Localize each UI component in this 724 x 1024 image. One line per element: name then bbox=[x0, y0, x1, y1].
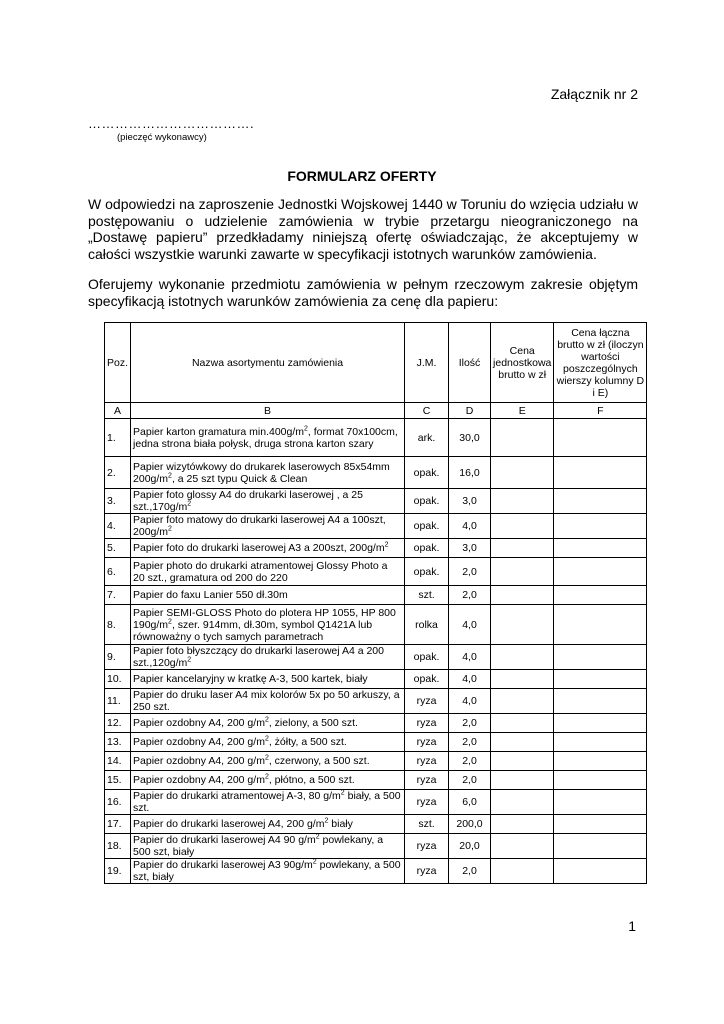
row-unit: opak. bbox=[405, 539, 449, 558]
stamp-caption: (pieczęć wykonawcy) bbox=[117, 132, 207, 143]
stamp-dotted-line: ………………………………. bbox=[88, 116, 255, 131]
table-row bbox=[105, 834, 647, 859]
table-row bbox=[105, 714, 647, 733]
row-unit: opak. bbox=[405, 514, 449, 539]
row-name-superscript: 2 bbox=[168, 472, 172, 479]
row-position: 14. bbox=[105, 752, 131, 771]
table-row bbox=[105, 419, 647, 457]
row-name-text: Papier foto błyszczący do drukarki laserowej A4 a 200 szt.,120g/m bbox=[133, 645, 384, 669]
row-name-rest: , czerwony, a 500 szt. bbox=[268, 755, 370, 767]
header-unit-price: Cena jednostkowa brutto w zł bbox=[491, 323, 554, 403]
row-name bbox=[131, 645, 405, 670]
header-total-price: Cena łączna brutto w zł (iloczyn wartości poszczególnych wierszy kolumny D i E) bbox=[554, 323, 647, 403]
row-name-text: Papier do druku laser A4 mix kolorów 5x po 50 arkuszy, a 250 szt. bbox=[133, 689, 400, 713]
row-position: 8. bbox=[105, 605, 131, 645]
letter-c: C bbox=[405, 403, 449, 419]
row-quantity: 2,0 bbox=[449, 771, 491, 790]
row-total-price bbox=[554, 771, 647, 790]
row-name-text: Papier do drukarki laserowej A4, 200 g/m bbox=[133, 818, 325, 830]
offer-paragraph: Oferujemy wykonanie przedmiotu zamówienia w pełnym rzeczowym zakresie objętym specyfikacją istotnych warunków zamówienia za cenę dla papieru: bbox=[88, 276, 638, 309]
row-position: 17. bbox=[105, 815, 131, 834]
row-name-text: Papier ozdobny A4, 200 g/m bbox=[133, 774, 265, 786]
row-total-price bbox=[554, 714, 647, 733]
row-name bbox=[131, 586, 405, 605]
row-unit: rolka bbox=[405, 605, 449, 645]
row-position: 6. bbox=[105, 558, 131, 586]
row-position: 15. bbox=[105, 771, 131, 790]
row-total-price bbox=[554, 586, 647, 605]
row-total-price bbox=[554, 645, 647, 670]
row-quantity: 2,0 bbox=[449, 714, 491, 733]
row-unit-price bbox=[491, 586, 554, 605]
table-row bbox=[105, 514, 647, 539]
row-total-price bbox=[554, 790, 647, 815]
row-name-rest: , zielony, a 500 szt. bbox=[268, 717, 358, 729]
letter-e: E bbox=[491, 403, 554, 419]
table-row bbox=[105, 605, 647, 645]
row-position: 7. bbox=[105, 586, 131, 605]
row-name-superscript: 2 bbox=[168, 525, 172, 533]
row-name-text: Papier do drukarki laserowej A4 90 g/m bbox=[133, 834, 316, 846]
row-name-text: Papier ozdobny A4, 200 g/m bbox=[133, 755, 265, 767]
row-name bbox=[131, 689, 405, 714]
row-name-superscript: 2 bbox=[384, 541, 389, 549]
row-name-text: Papier foto matowy do drukarki laserowej A4 a 100szt, 200g/m bbox=[133, 514, 386, 538]
page-number: 1 bbox=[628, 918, 636, 934]
table-row bbox=[105, 457, 647, 489]
row-unit-price bbox=[491, 790, 554, 815]
row-unit-price bbox=[491, 859, 554, 884]
row-name-rest: biały, a 500 szt. bbox=[133, 790, 401, 814]
row-name-superscript: 2 bbox=[340, 789, 345, 797]
row-quantity: 2,0 bbox=[449, 733, 491, 752]
row-position: 11. bbox=[105, 689, 131, 714]
row-position: 12. bbox=[105, 714, 131, 733]
row-unit: opak. bbox=[405, 558, 449, 586]
row-quantity: 20,0 bbox=[449, 834, 491, 859]
row-name bbox=[131, 558, 405, 586]
offer-table bbox=[104, 322, 647, 884]
row-unit-price bbox=[491, 489, 554, 514]
table-row bbox=[105, 771, 647, 790]
header-pos: Poz. bbox=[105, 323, 131, 403]
row-unit-price bbox=[491, 752, 554, 771]
row-name-superscript: 2 bbox=[304, 425, 308, 432]
row-unit-price bbox=[491, 645, 554, 670]
row-unit: szt. bbox=[405, 586, 449, 605]
row-quantity: 4,0 bbox=[449, 645, 491, 670]
row-unit-price bbox=[491, 834, 554, 859]
row-name-rest: , a 25 szt typu Quick & Clean bbox=[171, 472, 308, 485]
table-row bbox=[105, 539, 647, 558]
letter-f: F bbox=[554, 403, 647, 419]
row-total-price bbox=[554, 605, 647, 645]
row-name-superscript: 2 bbox=[187, 500, 192, 508]
row-name bbox=[131, 539, 405, 558]
row-total-price bbox=[554, 815, 647, 834]
intro-paragraph: W odpowiedzi na zaproszenie Jednostki Wojskowej 1440 w Toruniu do wzięcia udziału w postępowaniu o udzielenie zamówienia w trybie przetargu nieograniczonego na „Dostawę papieru” przedkładamy niniejszą ofertę oświadczając, że akceptujemy w całości wszystkie warunki zawarte w specyfikacji istotnych warunków zamówienia. bbox=[88, 196, 638, 262]
row-position: 10. bbox=[105, 670, 131, 689]
row-name-text: Papier kancelaryjny w kratkę A-3, 500 kartek, biały bbox=[133, 673, 368, 685]
row-position: 19. bbox=[105, 859, 131, 884]
row-total-price bbox=[554, 558, 647, 586]
table-row bbox=[105, 670, 647, 689]
row-unit-price bbox=[491, 539, 554, 558]
row-total-price bbox=[554, 752, 647, 771]
row-unit: ryza bbox=[405, 752, 449, 771]
table-row bbox=[105, 558, 647, 586]
header-qty: Ilość bbox=[449, 323, 491, 403]
row-unit-price bbox=[491, 605, 554, 645]
row-unit-price bbox=[491, 714, 554, 733]
row-quantity: 16,0 bbox=[449, 457, 491, 489]
row-unit-price bbox=[491, 733, 554, 752]
row-name-superscript: 2 bbox=[324, 817, 329, 825]
row-quantity: 2,0 bbox=[449, 859, 491, 884]
row-name-rest: biały bbox=[328, 818, 353, 830]
row-name bbox=[131, 419, 405, 457]
row-name bbox=[131, 457, 405, 489]
row-position: 3. bbox=[105, 489, 131, 514]
row-name-rest: powlekany, a 500 szt, biały bbox=[133, 859, 401, 883]
letter-b: B bbox=[131, 403, 405, 419]
row-name-superscript: 2 bbox=[168, 618, 172, 625]
row-name-superscript: 2 bbox=[312, 858, 317, 866]
row-position: 2. bbox=[105, 457, 131, 489]
row-unit-price bbox=[491, 514, 554, 539]
row-unit-price bbox=[491, 689, 554, 714]
table-row bbox=[105, 645, 647, 670]
row-name bbox=[131, 605, 405, 645]
row-total-price bbox=[554, 859, 647, 884]
table-row bbox=[105, 689, 647, 714]
row-unit: ryza bbox=[405, 714, 449, 733]
row-name-rest: , szer. 914mm, dł.30m, symbol Q1421A lub równoważny o tych samych parametrach bbox=[133, 618, 373, 643]
row-total-price bbox=[554, 514, 647, 539]
row-unit: opak. bbox=[405, 489, 449, 514]
row-position: 1. bbox=[105, 419, 131, 457]
annex-label: Załącznik nr 2 bbox=[550, 86, 638, 102]
table-row bbox=[105, 733, 647, 752]
row-name-text: Papier SEMI-GLOSS Photo do plotera HP 1055, HP 800 190g/m bbox=[133, 606, 396, 631]
row-unit: ryza bbox=[405, 689, 449, 714]
row-name bbox=[131, 733, 405, 752]
header-name: Nazwa asortymentu zamówienia bbox=[131, 323, 405, 403]
row-unit-price bbox=[491, 670, 554, 689]
header-unit: J.M. bbox=[405, 323, 449, 403]
row-quantity: 4,0 bbox=[449, 670, 491, 689]
row-total-price bbox=[554, 834, 647, 859]
row-position: 16. bbox=[105, 790, 131, 815]
row-quantity: 4,0 bbox=[449, 514, 491, 539]
row-name-rest: powlekany, a 500 szt, biały bbox=[133, 834, 384, 858]
row-unit-price bbox=[491, 558, 554, 586]
row-position: 4. bbox=[105, 514, 131, 539]
row-name bbox=[131, 714, 405, 733]
page-title: FORMULARZ OFERTY bbox=[287, 168, 437, 184]
row-position: 5. bbox=[105, 539, 131, 558]
table-row bbox=[105, 859, 647, 884]
row-name bbox=[131, 514, 405, 539]
row-name-text: Papier foto glossy A4 do drukarki laserowej , a 25 szt.,170g/m bbox=[133, 489, 363, 513]
letter-a: A bbox=[105, 403, 131, 419]
row-name bbox=[131, 670, 405, 689]
row-unit: szt. bbox=[405, 815, 449, 834]
row-name-text: Papier do drukarki laserowej A3 90g/m bbox=[133, 859, 313, 871]
row-name-text: Papier do faxu Lanier 550 dł.30m bbox=[133, 589, 288, 601]
row-unit: ryza bbox=[405, 790, 449, 815]
row-name bbox=[131, 834, 405, 859]
row-position: 18. bbox=[105, 834, 131, 859]
row-name-rest: , żółty, a 500 szt. bbox=[268, 736, 347, 748]
row-name-superscript: 2 bbox=[187, 656, 192, 664]
row-total-price bbox=[554, 457, 647, 489]
row-total-price bbox=[554, 489, 647, 514]
row-unit: ark. bbox=[405, 419, 449, 457]
row-name-text: Papier ozdobny A4, 200 g/m bbox=[133, 736, 265, 748]
row-quantity: 3,0 bbox=[449, 489, 491, 514]
table-letter-row bbox=[105, 403, 647, 419]
row-name-superscript: 2 bbox=[264, 773, 269, 781]
row-name bbox=[131, 489, 405, 514]
row-name-text: Papier ozdobny A4, 200 g/m bbox=[133, 717, 265, 729]
row-unit: ryza bbox=[405, 834, 449, 859]
row-quantity: 200,0 bbox=[449, 815, 491, 834]
row-quantity: 3,0 bbox=[449, 539, 491, 558]
row-quantity: 6,0 bbox=[449, 790, 491, 815]
row-name-rest: , format 70x100cm, jedna strona biała połysk, druga strona karton szary bbox=[133, 425, 398, 450]
row-position: 13. bbox=[105, 733, 131, 752]
table-row bbox=[105, 489, 647, 514]
row-name-text: Papier karton gramatura min.400g/m bbox=[133, 425, 305, 438]
row-name-superscript: 2 bbox=[315, 833, 320, 841]
row-name-text: Papier do drukarki atramentowej A-3, 80 g/m bbox=[133, 790, 341, 802]
row-total-price bbox=[554, 539, 647, 558]
row-unit-price bbox=[491, 419, 554, 457]
row-name bbox=[131, 771, 405, 790]
table-row bbox=[105, 815, 647, 834]
row-quantity: 2,0 bbox=[449, 586, 491, 605]
row-unit: opak. bbox=[405, 457, 449, 489]
table-row bbox=[105, 790, 647, 815]
row-total-price bbox=[554, 670, 647, 689]
row-unit: ryza bbox=[405, 859, 449, 884]
row-name bbox=[131, 752, 405, 771]
table-row bbox=[105, 586, 647, 605]
row-name-rest: , płótno, a 500 szt. bbox=[268, 774, 355, 786]
row-unit: ryza bbox=[405, 733, 449, 752]
table-row bbox=[105, 752, 647, 771]
row-unit-price bbox=[491, 457, 554, 489]
row-quantity: 4,0 bbox=[449, 689, 491, 714]
row-name-superscript: 2 bbox=[264, 716, 269, 724]
row-position: 9. bbox=[105, 645, 131, 670]
letter-d: D bbox=[449, 403, 491, 419]
row-quantity: 30,0 bbox=[449, 419, 491, 457]
row-name-superscript: 2 bbox=[264, 735, 269, 743]
row-name-superscript: 2 bbox=[264, 754, 269, 762]
row-total-price bbox=[554, 419, 647, 457]
row-name bbox=[131, 859, 405, 884]
row-name-text: Papier wizytówkowy do drukarek laserowych 85x54mm 200g/m bbox=[133, 460, 390, 485]
row-name-text: Papier photo do drukarki atramentowej Glossy Photo a 20 szt., gramatura od 200 do 220 bbox=[133, 559, 388, 584]
row-unit-price bbox=[491, 815, 554, 834]
row-quantity: 2,0 bbox=[449, 558, 491, 586]
row-quantity: 4,0 bbox=[449, 605, 491, 645]
row-unit-price bbox=[491, 771, 554, 790]
row-name-text: Papier foto do drukarki laserowej A3 a 200szt, 200g/m bbox=[133, 542, 385, 554]
row-quantity: 2,0 bbox=[449, 752, 491, 771]
row-unit: opak. bbox=[405, 645, 449, 670]
table-header-row bbox=[105, 323, 647, 403]
row-total-price bbox=[554, 733, 647, 752]
row-name bbox=[131, 790, 405, 815]
row-total-price bbox=[554, 689, 647, 714]
row-unit: opak. bbox=[405, 670, 449, 689]
row-unit: ryza bbox=[405, 771, 449, 790]
row-name bbox=[131, 815, 405, 834]
